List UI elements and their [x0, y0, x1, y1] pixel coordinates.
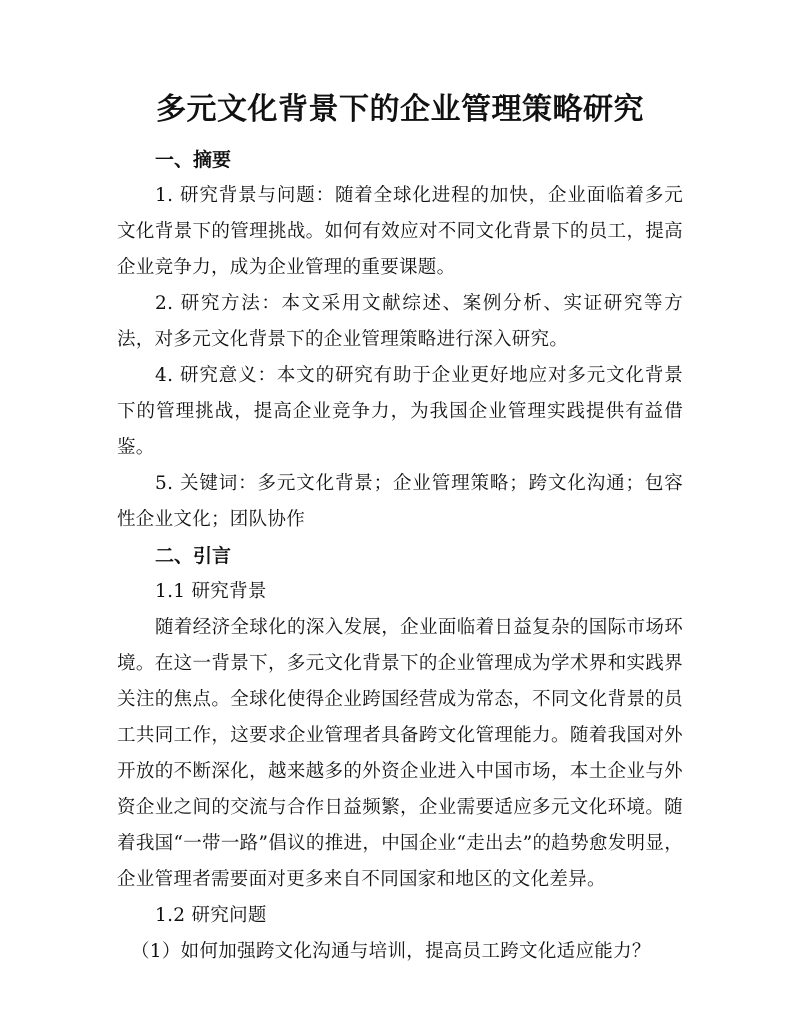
section-abstract	[117, 142, 683, 538]
section-heading-abstract: 一、摘要	[155, 149, 232, 171]
abstract-keywords-paragraph: 5. 关键词：多元文化背景；企业管理策略；跨文化沟通；包容性企业文化；团队协作	[117, 473, 683, 530]
abstract-method-paragraph: 2. 研究方法：本文采用文献综述、案例分析、实证研究等方法，对多元文化背景下的企业管理策略进行深入研究。	[117, 293, 683, 350]
abstract-significance-paragraph: 4. 研究意义：本文的研究有助于企业更好地应对多元文化背景下的管理挑战，提高企业竞争力，为我国企业管理实践提供有益借鉴。	[117, 365, 683, 458]
subheading-research-background: 1.1 研究背景	[155, 581, 267, 602]
section-introduction	[117, 538, 683, 970]
research-question-item: （1）如何加强跨文化沟通与培训，提高员工跨文化适应能力？	[131, 941, 651, 962]
subheading-research-questions: 1.2 研究问题	[155, 905, 267, 926]
document-title: 多元文化背景下的企业管理策略研究	[156, 92, 644, 127]
section-heading-introduction: 二、引言	[155, 545, 232, 567]
document-page	[117, 90, 683, 970]
abstract-background-paragraph: 1. 研究背景与问题：随着全球化进程的加快，企业面临着多元文化背景下的管理挑战。如何有效应对不同文化背景下的员工，提高企业竞争力，成为企业管理的重要课题。	[117, 185, 683, 278]
research-background-paragraph: 随着经济全球化的深入发展，企业面临着日益复杂的国际市场环境。在这一背景下，多元文化背景下的企业管理成为学术界和实践界关注的焦点。全球化使得企业跨国经营成为常态，不同文化背景的员工共同工作，这要求企业管理者具备跨文化管理能力。随着我国对外开放的不断深化，越来越多的外资企业进入中国市场，本土企业与外资企业之间的交流与合作日益频繁，企业需要适应多元文化环境。随着我国“一带一路”倡议的推进，中国企业“走出去”的趋势愈发明显，企业管理者需要面对更多来自不同国家和地区的文化差异。	[117, 617, 683, 890]
